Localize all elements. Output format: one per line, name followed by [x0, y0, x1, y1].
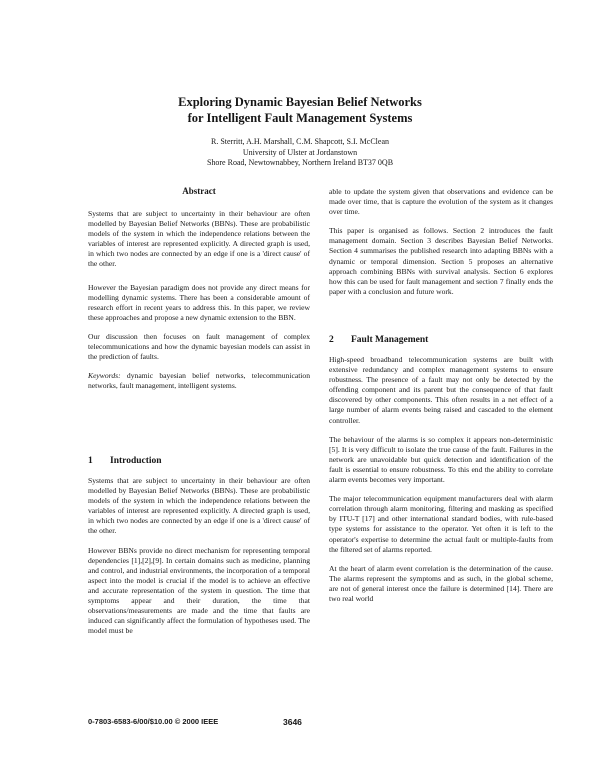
- fault-paragraph-3: The major telecommunication equipment manufacturers deal with alarm correlation through alarm monitoring, filtering and masking as specified by ITU-T [17] and other international standard bodies, with rule-based type systems for assistance to the operator. Yet often it is left to the operator's expertise to determine the actual fault or multiple-faults from the filtered set of alarms reported.: [329, 494, 553, 554]
- abstract-paragraph-1: Systems that are subject to uncertainty in their behaviour are often modelled by Bayesian Belief Networks (BBNs). These are probabilistic models of the system in which the independence relations between the variables of interest are represented explicitly. A directed graph is used, in which two nodes are connected by an edge if one is a 'direct cause' of the other.: [88, 209, 310, 269]
- section-1-title: Introduction: [110, 456, 162, 466]
- abstract-paragraph-3: Our discussion then focuses on fault management of complex telecommunications and how the dynamic bayesian models can assist in the prediction of faults.: [88, 331, 310, 362]
- authors: R. Sterritt, A.H. Marshall, C.M. Shapcott, S.I. McClean: [211, 137, 389, 146]
- right-column-top: [329, 187, 553, 306]
- affiliation: University of Ulster at Jordanstown: [242, 147, 358, 157]
- introduction-body: [88, 476, 310, 645]
- fault-paragraph-2: The behaviour of the alarms is so complex it appears non-deterministic [5]. It is very difficult to isolate the true cause of the fault. Failures in the network are unavoidable but quick detection and identification of the fault is essential to ensure robustness. To this end the ability to correlate alarm events becomes very important.: [329, 434, 553, 485]
- page-number: 3646: [283, 717, 302, 727]
- section-2-title: Fault Management: [351, 335, 429, 345]
- intro-paragraph-2: However BBNs provide no direct mechanism for representing temporal dependencies [1],[2],[9]. In certain domains such as medicine, planning and control, and industrial environments, the incorporation of a temporal aspect into the model is crucial if the model is to achieve an effective and accurate representation of the system in question. The time that symptoms appear and their duration, the time that observations/measurements are made and the time that faults are induced can significantly affect the formulation of hypotheses used. The model must be: [88, 545, 310, 636]
- section-2-number: 2: [329, 335, 334, 345]
- abstract-paragraph-2: However the Bayesian paradigm does not provide any direct means for modelling dynamic systems. There has been a considerable amount of research effort in recent years to address this. In this paper, we review these approaches and propose a new dynamic extension to the BBN.: [88, 282, 310, 322]
- keywords-text: dynamic bayesian belief networks, telecommunication networks, fault management, intelligent systems.: [88, 371, 311, 391]
- address: Shore Road, Newtownabbey, Northern Ireland BT37 0QB: [206, 158, 394, 167]
- keywords-label: Keywords:: [88, 371, 121, 381]
- organisation-paragraph: This paper is organised as follows. Section 2 introduces the fault management domain. Section 3 describes Bayesian Belief Networks. Section 4 summarises the published research into adapting BBNs with a dynamic or temporal dimension. Section 5 proposes an alternative approach combining BBNs with survival analysis. Section 6 explores how this can be used for fault management and section 7 finally ends the paper with a conclusion and future work.: [329, 226, 553, 296]
- copyright-footer: 0-7803-6583-6/00/$10.00 © 2000 IEEE: [88, 717, 219, 726]
- fault-paragraph-4: At the heart of alarm event correlation is the determination of the cause. The alarms represent the symptoms and as such, in the global scheme, are not of general interest once the failure is determined [14]. There are two real world: [329, 563, 553, 603]
- abstract-body: [88, 209, 310, 400]
- paper-title-line-2: for Intelligent Fault Management Systems: [187, 111, 413, 125]
- fault-paragraph-1: High-speed broadband telecommunication systems are built with extensive redundancy and complex management systems to ensure robustness. The presence of a fault may not only be detected by the offending component and its parent but the consequence of that fault discovered by other components. This often results in a net effect of a large number of alarm events being raised and cascaded to the element controller.: [329, 355, 553, 425]
- intro-continuation: able to update the system given that observations and evidence can be made over time, that is capture the evolution of the system as it changes over time.: [329, 187, 553, 217]
- abstract-heading: Abstract: [182, 186, 216, 196]
- keywords: [88, 371, 310, 391]
- intro-paragraph-1: Systems that are subject to uncertainty in their behaviour are often modelled by Bayesian Belief Networks (BBNs). These are probabilistic models of the system in which the independence relations between the variables of interest are represented explicitly. A directed graph is used, in which two nodes are connected by an edge if one is a 'direct cause' of the other.: [88, 476, 310, 536]
- paper-title-line-1: Exploring Dynamic Bayesian Belief Networks: [178, 95, 422, 109]
- section-1-number: 1: [88, 456, 93, 466]
- section-2-heading: [329, 335, 428, 345]
- section-1-heading: [88, 456, 162, 466]
- fault-management-body: [329, 355, 553, 613]
